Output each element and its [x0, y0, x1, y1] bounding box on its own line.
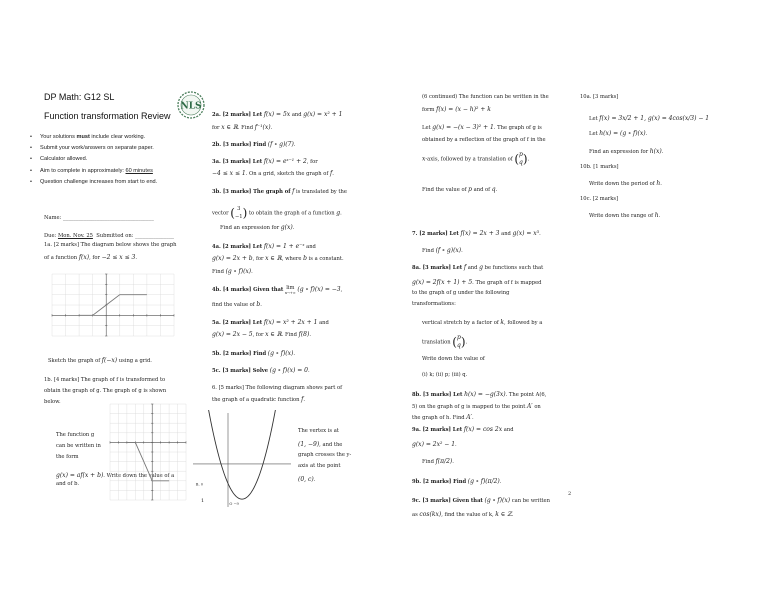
q9c-text: 9c. [3 marks] Given that (g ∘ f)(x) can be written — [412, 497, 550, 504]
q2a-text-2: for x ∈ ℝ. Find f⁻¹(x). — [212, 124, 273, 131]
q8a-write: Write down the value of — [422, 356, 485, 362]
q6-point: (0, c). — [298, 476, 316, 483]
instruction-item: • Question challenge increases from start to end. — [30, 177, 157, 188]
instruction-item: • Calculator allowed. — [30, 154, 157, 165]
q6c-text: (6 continued) The function can be written in the — [422, 94, 549, 100]
worksheet-page-2 — [384, 0, 768, 594]
q6c-find: Find the value of p and of q. — [422, 186, 498, 193]
q10b-text: Write down the period of h. — [589, 180, 662, 187]
q6c-text-4: obtained by a reflection of the graph of f in the — [422, 137, 546, 143]
q3b-text: 3b. [3 marks] The graph of f is translated by the — [212, 188, 347, 195]
q5b-text: 5b. [2 marks] Find (g ∘ f)(x). — [212, 350, 296, 357]
q7-text: 7. [2 marks] Let f(x) = 2x + 3 and g(x) = x³. — [412, 230, 541, 237]
q8a-text-4: transformations: — [412, 301, 456, 307]
q8a-text-3: to the graph of g under the following — [412, 290, 510, 296]
q10c-head: 10c. [2 marks] — [580, 196, 619, 202]
vector-p-q: p q — [519, 151, 523, 166]
q8b-text-3: the graph of h. Find A′. — [412, 414, 474, 421]
graph-label-vertex: O −9 — [229, 502, 239, 507]
q3b-text-2: vector ( 3 −1) to obtain the graph of a function g. — [212, 206, 342, 220]
q1b-form-4: g(x) = af(x + b). Write down the value of a — [56, 472, 175, 479]
q1a-text: 1a. [2 marks] The diagram below shows the graph — [44, 242, 177, 248]
q10a-leth: Let h(x) = (g ∘ f)(x). — [589, 130, 648, 137]
q5a-text-2: g(x) = 2x − 5, for x ∈ ℝ. Find f(8). — [212, 331, 311, 338]
graph-label-b: B, 0 — [195, 482, 204, 487]
q3a-text: 3a. [3 marks] Let f(x) = eˣ⁻¹ + 2, for — [212, 158, 318, 165]
page-number: 1 — [201, 498, 205, 504]
page-number: 2 — [568, 491, 572, 497]
q3b-find: Find an expression for g(x). — [220, 224, 295, 231]
q3a-text-2: −4 ≤ x ≤ 1. On a grid, sketch the graph of f. — [212, 170, 334, 177]
graph-g — [106, 400, 190, 504]
vector-p-q-2: p q — [456, 334, 461, 349]
q1a-sketch: Sketch the graph of f(−x) using a grid. — [48, 357, 152, 364]
q10a-find: Find an expression for h(x). — [589, 148, 664, 155]
q1b-text: 1b. [4 marks] The graph of f is transformed to — [44, 377, 166, 383]
q6-vertex-2: (1, −9), and the — [298, 441, 343, 448]
q8a-text-2: g(x) = 2f(x + 1) + 5. The graph of f is mapped — [412, 279, 542, 286]
q9a-text: 9a. [2 marks] Let f(x) = cos 2x and — [412, 426, 514, 433]
worksheet-title: Function transformation Review — [44, 111, 171, 121]
q1b-form-1: The function g — [56, 432, 95, 438]
q1b-form-3: the form — [56, 454, 79, 460]
q1b-form-5: and of b. — [56, 481, 80, 487]
q9a-text-2: g(x) = 2x² − 1. — [412, 441, 457, 448]
due-line: Due: Mon. Nov. 25 Submitted on: _______________ — [44, 233, 175, 239]
due-date: Mon. Nov. 25 — [57, 233, 93, 239]
course-title: DP Math: G12 SL — [44, 92, 115, 102]
function-curve — [197, 410, 287, 499]
school-logo — [176, 90, 206, 120]
q9c-text-2: as cos(kx), find the value of k, k ∈ ℤ. — [412, 511, 514, 518]
q4a-text-3: Find (g ∘ f)(x). — [212, 268, 253, 275]
q8a-text: 8a. [3 marks] Let f and g be functions such that — [412, 264, 544, 271]
q1b-form-2: can be written in — [56, 443, 101, 449]
q4b-text: 4b. [4 marks] Given that lim x→+∞ (g ∘ f)(x) = −3, — [212, 285, 343, 295]
q6-text-2: the graph of a quadratic function f. — [212, 396, 305, 403]
graph-f — [48, 270, 178, 340]
q6-text: 6. [5 marks] The following diagram shows part of — [212, 385, 343, 391]
q9b-text: 9b. [2 marks] Find (g ∘ f)(π/2). — [412, 478, 502, 485]
instruction-item: • Aim to complete in approximately: 60 minutes — [30, 166, 157, 177]
q6c-text-2: form f(x) = (x − h)² + k — [422, 106, 491, 113]
q6-cross-2: axis at the point — [298, 463, 341, 469]
q6-vertex: The vertex is at — [298, 428, 339, 434]
q2a-text: 2a. [2 marks] Let f(x) = 5x and g(x) = x² + 1 — [212, 111, 343, 118]
q10c-text: Write down the range of h. — [589, 212, 661, 219]
q8a-translation: translation (p q). — [422, 334, 468, 349]
instructions-list — [30, 132, 157, 188]
instruction-item: • Submit your work/answers on separate paper. — [30, 143, 157, 154]
q8b-text: 8b. [3 marks] Let h(x) = −g(3x). The point A(6, — [412, 391, 547, 398]
q7-find: Find (f ∘ g)(x). — [422, 247, 463, 254]
q1a-text-2: of a function f(x), for −2 ≤ x ≤ 3. — [44, 254, 137, 261]
logo-text: NLS — [180, 101, 202, 112]
q4a-text: 4a. [2 marks] Let f(x) = 1 + e⁻ˣ and — [212, 243, 316, 250]
q8a-stretch: vertical stretch by a factor of k, followed by a — [422, 319, 543, 326]
q9a-find: Find f(π/2). — [422, 458, 454, 465]
vector-3-neg1: 3 −1 — [234, 206, 243, 220]
q6-cross: graph crosses the y- — [298, 452, 352, 458]
q5c-text: 5c. [3 marks] Solve (g ∘ f)(x) = 0. — [212, 367, 310, 374]
q6c-text-3: Let g(x) = −(x − 3)² + 1. The graph of g is — [422, 124, 542, 131]
instruction-item: • Your solutions must include clear working. — [30, 132, 157, 143]
q2b-text: 2b. [3 marks] Find (f ∘ g)(7). — [212, 141, 296, 148]
q6c-text-5: x-axis, followed by a translation of (p q). — [422, 151, 530, 166]
q10a-let: Let f(x) = 3x/2 + 1, g(x) = 4cos(x/3) − 1 — [589, 115, 710, 122]
q10b-head: 10b. [1 marks] — [580, 164, 619, 170]
q4b-text-2: find the value of b. — [212, 301, 262, 308]
q1b-text-3: below. — [44, 399, 61, 405]
q5a-text: 5a. [2 marks] Let f(x) = x² + 2x + 1 and — [212, 319, 329, 326]
q8a-parts: (i) k; (ii) p; (iii) q. — [422, 372, 468, 378]
q1b-text-2: obtain the graph of g. The graph of g is shown — [44, 388, 167, 394]
name-line: Name: ___________________________________ — [44, 215, 154, 221]
q4a-text-2: g(x) = 2x + b, for x ∈ ℝ, where b is a constant. — [212, 255, 344, 262]
graph-parabola — [190, 410, 294, 510]
q10a-head: 10a. [3 marks] — [580, 94, 619, 100]
q8b-text-2: 5) on the graph of g is mapped to the point A′ on — [412, 403, 541, 410]
